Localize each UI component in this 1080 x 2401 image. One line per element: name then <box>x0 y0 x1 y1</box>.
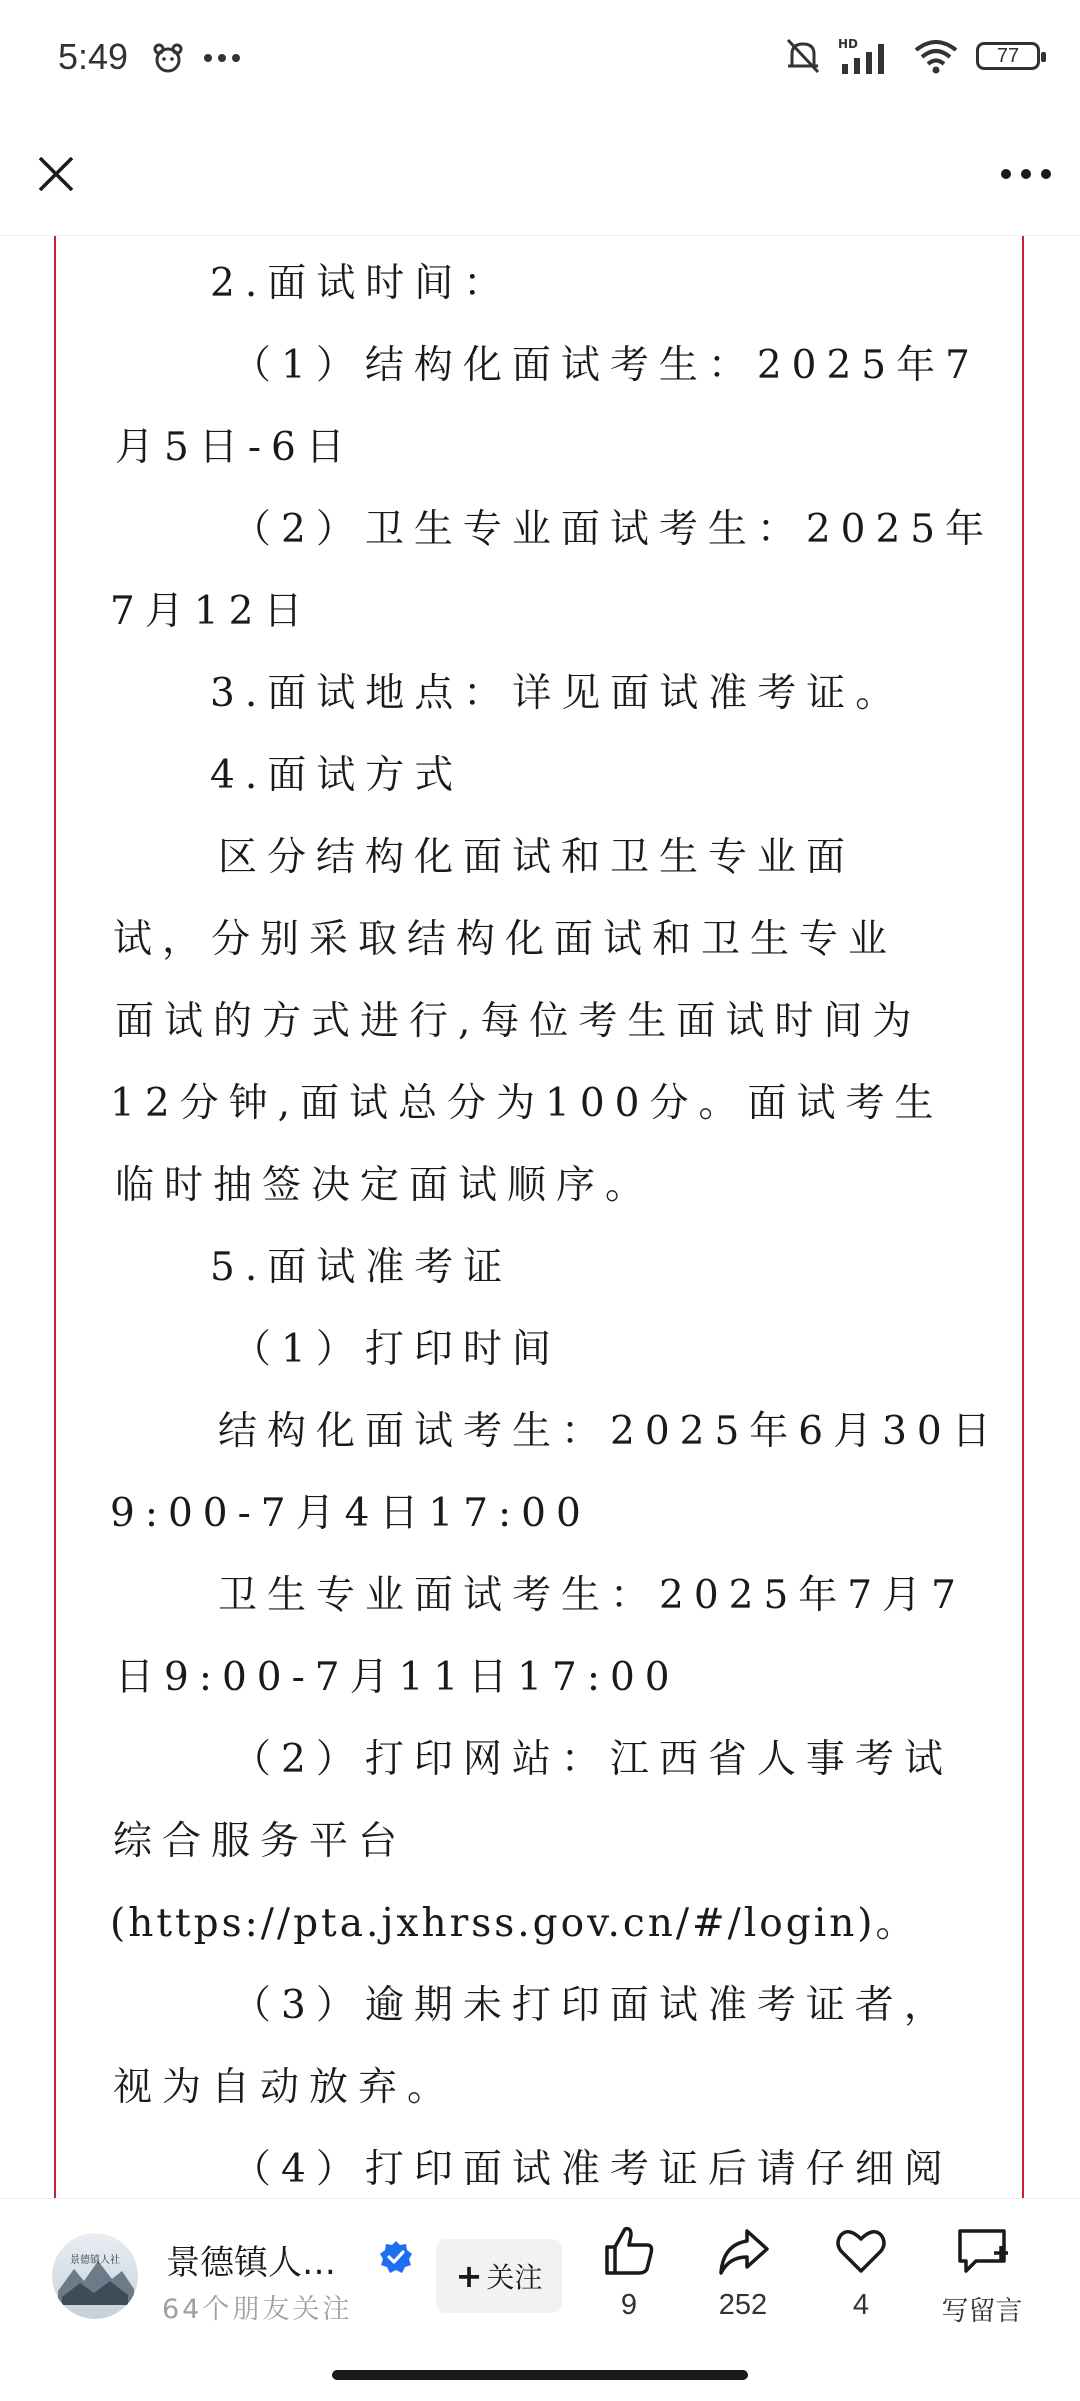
article-line: 3.面试地点：详见面试准考证。 <box>210 671 905 716</box>
account-avatar[interactable] <box>52 2233 138 2319</box>
comment-icon <box>954 2223 1010 2279</box>
article-line: 区分结构化面试和卫生专业面 <box>218 835 856 880</box>
share-arrow-icon <box>715 2223 771 2279</box>
bear-icon <box>148 38 188 78</box>
status-right-icons <box>784 36 1040 76</box>
verified-badge-icon <box>378 2239 414 2275</box>
plus-icon: + <box>455 2257 483 2295</box>
write-comment-label: 写留言 <box>941 2296 1023 2327</box>
home-indicator[interactable] <box>332 2370 748 2380</box>
account-name[interactable]: 景德镇人… <box>166 2243 336 2283</box>
article-line: （2）卫生专业面试考生：2025年 <box>232 507 995 552</box>
article-line: 面试的方式进行,每位考生面试时间为 <box>115 999 922 1044</box>
follow-button[interactable] <box>436 2239 562 2313</box>
followers-count: 64个朋友关注 <box>162 2294 353 2325</box>
more-dots-icon <box>202 52 242 64</box>
like-count: 9 <box>620 2289 638 2321</box>
write-comment-button[interactable] <box>922 2223 1042 2328</box>
share-button[interactable] <box>688 2223 798 2322</box>
heart-icon <box>833 2223 889 2279</box>
favorite-button[interactable] <box>806 2223 916 2322</box>
favorite-count: 4 <box>852 2289 870 2321</box>
like-button[interactable] <box>574 2223 684 2322</box>
article-line: （1）打印时间 <box>232 1327 561 1372</box>
battery-icon: 77 <box>976 42 1040 70</box>
status-left-icons <box>148 38 242 78</box>
nav-bar <box>0 120 1080 236</box>
account-logo-icon <box>52 2233 138 2319</box>
article-line: （4）打印面试准考证后请仔细阅 <box>232 2147 953 2192</box>
close-button[interactable] <box>28 146 84 202</box>
mute-icon <box>784 36 822 76</box>
status-bar <box>0 0 1080 120</box>
follow-label: 关注 <box>486 2261 543 2294</box>
article-line: 2.面试时间： <box>210 261 513 306</box>
article-line: 9:00-7月4日17:00 <box>110 1491 591 1536</box>
article-line: 日9:00-7月11日17:00 <box>115 1655 680 1700</box>
article-line: 7月12日 <box>110 589 313 634</box>
more-horizontal-icon <box>1000 168 1052 180</box>
status-time: 5:49 <box>58 36 129 77</box>
more-options-button[interactable] <box>996 150 1056 198</box>
article-line: 视为自动放弃。 <box>113 2065 457 2110</box>
close-icon <box>36 154 76 194</box>
article-line: （2）打印网站：江西省人事考试 <box>232 1737 953 1782</box>
article-line: 综合服务平台 <box>113 1819 408 1864</box>
article-line: 试，分别采取结构化面试和卫生专业 <box>113 917 898 962</box>
article-line: 结构化面试考生：2025年6月30日 <box>218 1409 1001 1454</box>
article-line: （1）结构化面试考生：2025年7 <box>232 343 980 388</box>
article-content <box>0 236 1080 2198</box>
article-line: （3）逾期未打印面试准考证者， <box>232 1983 953 2028</box>
article-line: 临时抽签决定面试顺序。 <box>115 1163 655 1208</box>
article-line: 4.面试方式 <box>210 753 464 798</box>
article-link-text: (https://pta.jxhrss.gov.cn/#/login)。 <box>110 1901 918 1946</box>
svg-text:景德镇人社: 景德镇人社 <box>70 2255 120 2266</box>
article-line: 5.面试准考证 <box>210 1245 513 1290</box>
article-line: 卫生专业面试考生：2025年7月7 <box>218 1573 966 1618</box>
hd-signal-icon <box>838 36 896 76</box>
wifi-icon <box>912 36 960 76</box>
share-count: 252 <box>718 2289 768 2321</box>
article-line: 12分钟,面试总分为100分。面试考生 <box>110 1081 944 1126</box>
thumbs-up-icon <box>601 2223 657 2279</box>
article-line: 月5日-6日 <box>115 425 355 470</box>
svg-text:HD: HD <box>838 37 859 51</box>
